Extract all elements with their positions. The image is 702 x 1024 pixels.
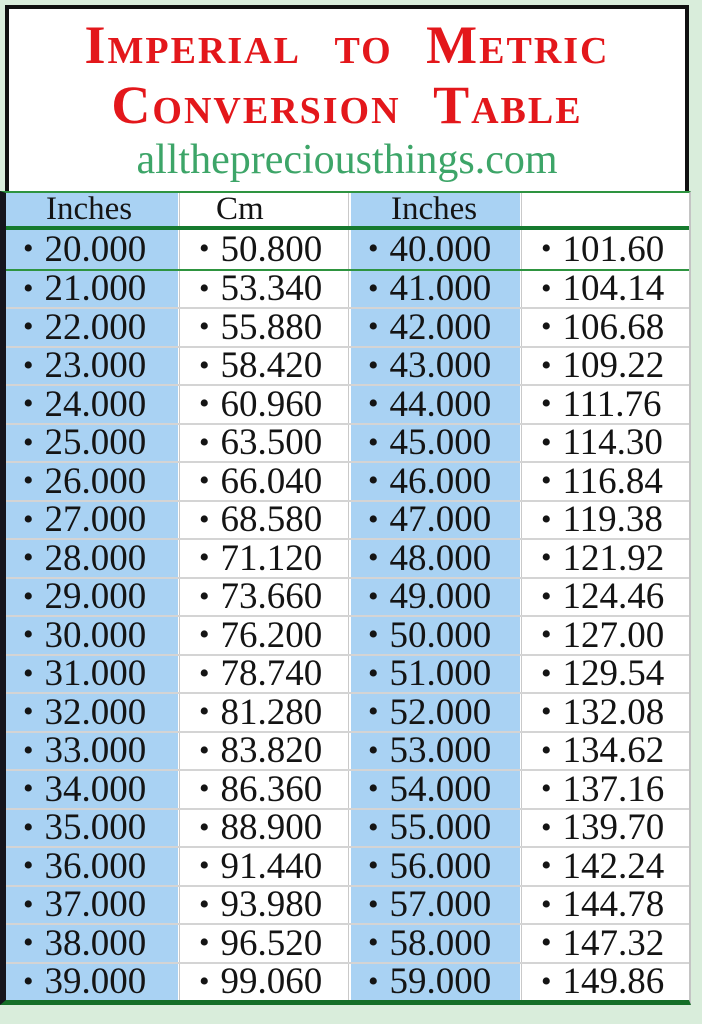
- table-row: [6, 692, 689, 731]
- table-row: [6, 577, 689, 616]
- table-cell: [182, 733, 347, 770]
- table-cell: [182, 348, 347, 385]
- bullet-icon: •: [368, 964, 379, 998]
- table-row: [6, 346, 689, 385]
- table-cell: [351, 502, 520, 539]
- bullet-icon: •: [368, 232, 379, 266]
- table-cell: [182, 848, 347, 885]
- cell-value: 114.30: [562, 424, 663, 461]
- table-row: [6, 423, 689, 462]
- cell-value: 78.740: [220, 655, 323, 692]
- bullet-icon: •: [368, 772, 379, 806]
- table-cell: [524, 656, 687, 693]
- cell-value: 109.22: [562, 347, 665, 384]
- table-row: [6, 654, 689, 693]
- table-body: [6, 230, 689, 1000]
- cell-value: 54.000: [389, 771, 492, 808]
- table-cell: [182, 502, 347, 539]
- bullet-icon: •: [541, 271, 552, 305]
- table-row: [6, 384, 689, 423]
- cell-value: 134.62: [562, 732, 665, 769]
- bullet-icon: •: [541, 695, 552, 729]
- table-cell: [351, 925, 520, 962]
- bullet-icon: •: [199, 232, 210, 266]
- bullet-icon: •: [199, 541, 210, 575]
- conversion-table: [0, 191, 691, 1005]
- table-row: [6, 500, 689, 539]
- table-row: [6, 461, 689, 500]
- table-row: [6, 769, 689, 808]
- bullet-icon: •: [541, 733, 552, 767]
- bullet-icon: •: [199, 964, 210, 998]
- bullet-icon: •: [23, 579, 34, 613]
- table-cell: [524, 771, 687, 808]
- table-cell: [351, 230, 520, 269]
- table-cell: [6, 348, 178, 385]
- cell-value: 55.000: [389, 809, 492, 846]
- cell-value: 132.08: [562, 694, 665, 731]
- cell-value: 116.84: [562, 463, 663, 500]
- bullet-icon: •: [23, 887, 34, 921]
- bullet-icon: •: [541, 618, 552, 652]
- cell-value: 106.68: [562, 309, 665, 346]
- cell-value: 60.960: [220, 386, 323, 423]
- table-cell: [351, 887, 520, 924]
- cell-value: 58.420: [220, 347, 323, 384]
- bullet-icon: •: [23, 618, 34, 652]
- bullet-icon: •: [541, 772, 552, 806]
- table-cell: [182, 656, 347, 693]
- table-row: [6, 307, 689, 346]
- bullet-icon: •: [368, 464, 379, 498]
- bullet-icon: •: [541, 656, 552, 690]
- bullet-icon: •: [541, 810, 552, 844]
- bullet-icon: •: [541, 348, 552, 382]
- cell-value: 44.000: [389, 386, 492, 423]
- bullet-icon: •: [541, 541, 552, 575]
- column-header-inches-right: Inches: [351, 193, 520, 226]
- bullet-icon: •: [23, 810, 34, 844]
- bullet-icon: •: [368, 733, 379, 767]
- table-cell: [524, 694, 687, 731]
- cell-value: 59.000: [389, 963, 492, 1000]
- table-cell: [524, 925, 687, 962]
- table-cell: [524, 887, 687, 924]
- cell-value: 93.980: [220, 886, 323, 923]
- table-cell: [524, 348, 687, 385]
- cell-value: 32.000: [44, 694, 147, 731]
- table-cell: [524, 502, 687, 539]
- bullet-icon: •: [541, 425, 552, 459]
- bullet-icon: •: [541, 502, 552, 536]
- cell-value: 36.000: [44, 848, 147, 885]
- bullet-icon: •: [199, 656, 210, 690]
- table-cell: [6, 425, 178, 462]
- bullet-icon: •: [23, 656, 34, 690]
- table-cell: [182, 925, 347, 962]
- table-cell: [182, 271, 347, 308]
- table-row: [6, 269, 689, 308]
- bullet-icon: •: [541, 387, 552, 421]
- cell-value: 22.000: [44, 309, 147, 346]
- table-cell: [182, 425, 347, 462]
- cell-value: 149.86: [562, 963, 665, 1000]
- cell-value: 63.500: [220, 424, 323, 461]
- cell-value: 53.340: [220, 270, 323, 307]
- column-header-cm-left: Cm: [182, 193, 347, 226]
- cell-value: 29.000: [44, 578, 147, 615]
- cell-value: 129.54: [562, 655, 665, 692]
- cell-value: 56.000: [389, 848, 492, 885]
- bullet-icon: •: [368, 887, 379, 921]
- cell-value: 37.000: [44, 886, 147, 923]
- bullet-icon: •: [368, 810, 379, 844]
- table-cell: [6, 463, 178, 500]
- table-cell: [524, 463, 687, 500]
- bullet-icon: •: [199, 849, 210, 883]
- page-title-line-1: Imperial to Metric: [84, 15, 610, 75]
- cell-value: 35.000: [44, 809, 147, 846]
- bullet-icon: •: [23, 502, 34, 536]
- table-cell: [351, 771, 520, 808]
- cell-value: 20.000: [44, 230, 147, 269]
- table-cell: [182, 694, 347, 731]
- bullet-icon: •: [541, 310, 552, 344]
- table-cell: [351, 617, 520, 654]
- bullet-icon: •: [368, 271, 379, 305]
- bullet-icon: •: [199, 810, 210, 844]
- bullet-icon: •: [541, 964, 552, 998]
- cell-value: 73.660: [220, 578, 323, 615]
- bullet-icon: •: [199, 926, 210, 960]
- cell-value: 142.24: [562, 848, 665, 885]
- bullet-icon: •: [368, 348, 379, 382]
- website-url: allthepreciousthings.com: [136, 137, 558, 183]
- bullet-icon: •: [199, 310, 210, 344]
- cell-value: 39.000: [44, 963, 147, 1000]
- bullet-icon: •: [199, 887, 210, 921]
- cell-value: 41.000: [389, 270, 492, 307]
- bullet-icon: •: [23, 849, 34, 883]
- bullet-icon: •: [368, 541, 379, 575]
- table-cell: [182, 386, 347, 423]
- bullet-icon: •: [23, 541, 34, 575]
- cell-value: 21.000: [44, 270, 147, 307]
- cell-value: 23.000: [44, 347, 147, 384]
- cell-value: 57.000: [389, 886, 492, 923]
- table-cell: [182, 463, 347, 500]
- table-cell: [524, 425, 687, 462]
- cell-value: 55.880: [220, 309, 323, 346]
- table-cell: [524, 964, 687, 1001]
- table-cell: [6, 925, 178, 962]
- bullet-icon: •: [368, 502, 379, 536]
- table-cell: [6, 309, 178, 346]
- table-cell: [351, 964, 520, 1001]
- column-header-inches-left: Inches: [6, 193, 178, 226]
- table-row: [6, 615, 689, 654]
- cell-value: 51.000: [389, 655, 492, 692]
- table-cell: [6, 848, 178, 885]
- bullet-icon: •: [368, 387, 379, 421]
- cell-value: 58.000: [389, 925, 492, 962]
- table-cell: [182, 617, 347, 654]
- cell-value: 40.000: [389, 230, 492, 269]
- cell-value: 43.000: [389, 347, 492, 384]
- bullet-icon: •: [199, 772, 210, 806]
- cell-value: 30.000: [44, 617, 147, 654]
- cell-value: 104.14: [562, 270, 665, 307]
- table-cell: [6, 964, 178, 1001]
- bullet-icon: •: [368, 926, 379, 960]
- table-cell: [351, 386, 520, 423]
- table-cell: [6, 733, 178, 770]
- bullet-icon: •: [199, 502, 210, 536]
- table-cell: [351, 810, 520, 847]
- cell-value: 71.120: [220, 540, 323, 577]
- table-cell: [524, 579, 687, 616]
- table-cell: [182, 887, 347, 924]
- bullet-icon: •: [541, 579, 552, 613]
- table-cell: [182, 964, 347, 1001]
- cell-value: 34.000: [44, 771, 147, 808]
- cell-value: 53.000: [389, 732, 492, 769]
- bullet-icon: •: [199, 425, 210, 459]
- cell-value: 147.32: [562, 925, 665, 962]
- table-row: [6, 230, 689, 269]
- table-cell: [6, 386, 178, 423]
- bullet-icon: •: [23, 926, 34, 960]
- bullet-icon: •: [23, 964, 34, 998]
- cell-value: 48.000: [389, 540, 492, 577]
- cell-value: 66.040: [220, 463, 323, 500]
- table-cell: [351, 425, 520, 462]
- cell-value: 52.000: [389, 694, 492, 731]
- cell-value: 38.000: [44, 925, 147, 962]
- table-cell: [6, 771, 178, 808]
- table-cell: [6, 694, 178, 731]
- table-cell: [524, 309, 687, 346]
- bullet-icon: •: [199, 618, 210, 652]
- bullet-icon: •: [368, 618, 379, 652]
- cell-value: 27.000: [44, 501, 147, 538]
- cell-value: 31.000: [44, 655, 147, 692]
- cell-value: 121.92: [562, 540, 665, 577]
- bullet-icon: •: [199, 271, 210, 305]
- bullet-icon: •: [541, 464, 552, 498]
- cell-value: 45.000: [389, 424, 492, 461]
- table-cell: [6, 810, 178, 847]
- bullet-icon: •: [199, 464, 210, 498]
- cell-value: 49.000: [389, 578, 492, 615]
- cell-value: 88.900: [220, 809, 323, 846]
- cell-value: 144.78: [562, 886, 665, 923]
- table-cell: [182, 579, 347, 616]
- table-cell: [6, 271, 178, 308]
- bullet-icon: •: [23, 695, 34, 729]
- cell-value: 127.00: [562, 617, 665, 654]
- bullet-icon: •: [368, 849, 379, 883]
- bullet-icon: •: [541, 926, 552, 960]
- table-cell: [6, 502, 178, 539]
- table-cell: [351, 656, 520, 693]
- bullet-icon: •: [368, 310, 379, 344]
- table-cell: [182, 230, 347, 269]
- cell-value: 99.060: [220, 963, 323, 1000]
- table-cell: [6, 617, 178, 654]
- bullet-icon: •: [368, 656, 379, 690]
- table-row: [6, 885, 689, 924]
- table-cell: [182, 810, 347, 847]
- table-cell: [351, 309, 520, 346]
- table-cell: [351, 848, 520, 885]
- bullet-icon: •: [368, 425, 379, 459]
- bullet-icon: •: [23, 271, 34, 305]
- table-cell: [524, 810, 687, 847]
- table-cell: [6, 230, 178, 269]
- cell-value: 96.520: [220, 925, 323, 962]
- bullet-icon: •: [368, 579, 379, 613]
- cell-value: 139.70: [562, 809, 665, 846]
- table-cell: [182, 540, 347, 577]
- table-row: [6, 538, 689, 577]
- cell-value: 111.76: [562, 386, 662, 423]
- column-header-cm-right: [524, 193, 687, 226]
- table-row: [6, 962, 689, 1001]
- bullet-icon: •: [199, 733, 210, 767]
- table-cell: [351, 463, 520, 500]
- table-row: [6, 846, 689, 885]
- table-row: [6, 731, 689, 770]
- table-cell: [6, 579, 178, 616]
- title-card: [5, 5, 689, 196]
- bullet-icon: •: [199, 695, 210, 729]
- page-title-line-2: Conversion Table: [111, 75, 583, 135]
- table-cell: [6, 540, 178, 577]
- table-cell: [351, 348, 520, 385]
- table-cell: [351, 694, 520, 731]
- cell-value: 119.38: [562, 501, 663, 538]
- cell-value: 86.360: [220, 771, 323, 808]
- bullet-icon: •: [23, 733, 34, 767]
- cell-value: 25.000: [44, 424, 147, 461]
- table-row: [6, 923, 689, 962]
- table-cell: [524, 540, 687, 577]
- table-cell: [524, 733, 687, 770]
- table-cell: [351, 271, 520, 308]
- bullet-icon: •: [23, 232, 34, 266]
- table-cell: [351, 540, 520, 577]
- cell-value: 76.200: [220, 617, 323, 654]
- cell-value: 91.440: [220, 848, 323, 885]
- cell-value: 47.000: [389, 501, 492, 538]
- cell-value: 50.000: [389, 617, 492, 654]
- bullet-icon: •: [23, 387, 34, 421]
- bullet-icon: •: [23, 464, 34, 498]
- cell-value: 68.580: [220, 501, 323, 538]
- table-cell: [524, 230, 687, 269]
- cell-value: 42.000: [389, 309, 492, 346]
- table-cell: [182, 771, 347, 808]
- cell-value: 24.000: [44, 386, 147, 423]
- table-cell: [524, 271, 687, 308]
- bullet-icon: •: [541, 232, 552, 266]
- cell-value: 81.280: [220, 694, 323, 731]
- cell-value: 28.000: [44, 540, 147, 577]
- bullet-icon: •: [23, 772, 34, 806]
- bullet-icon: •: [368, 695, 379, 729]
- table-cell: [524, 617, 687, 654]
- bullet-icon: •: [23, 348, 34, 382]
- table-cell: [351, 579, 520, 616]
- bullet-icon: •: [199, 348, 210, 382]
- bullet-icon: •: [23, 425, 34, 459]
- table-header-row: [6, 193, 689, 230]
- table-cell: [182, 309, 347, 346]
- cell-value: 101.60: [562, 230, 665, 269]
- table-cell: [6, 656, 178, 693]
- table-cell: [524, 386, 687, 423]
- bullet-icon: •: [199, 579, 210, 613]
- table-cell: [524, 848, 687, 885]
- cell-value: 124.46: [562, 578, 665, 615]
- table-row: [6, 808, 689, 847]
- table-cell: [6, 887, 178, 924]
- cell-value: 50.800: [220, 230, 323, 269]
- cell-value: 46.000: [389, 463, 492, 500]
- bullet-icon: •: [541, 887, 552, 921]
- table-cell: [351, 733, 520, 770]
- bullet-icon: •: [541, 849, 552, 883]
- cell-value: 33.000: [44, 732, 147, 769]
- bullet-icon: •: [23, 310, 34, 344]
- cell-value: 26.000: [44, 463, 147, 500]
- bullet-icon: •: [199, 387, 210, 421]
- cell-value: 137.16: [562, 771, 665, 808]
- cell-value: 83.820: [220, 732, 323, 769]
